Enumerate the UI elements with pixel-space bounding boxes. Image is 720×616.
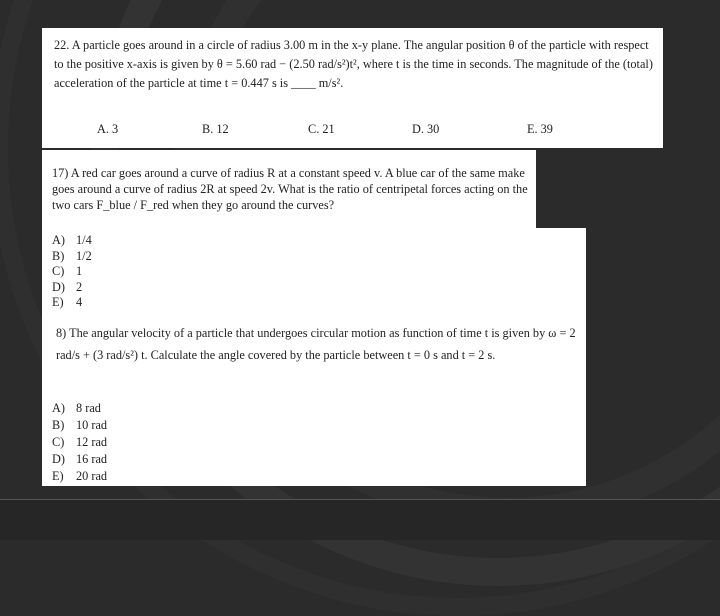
question-8-text: 8) The angular velocity of a particle that undergoes circular motion as function of time t is given by ω = 2 rad/s + (3 rad/s²) t. Calculate the angle covered by the particle between t = 0 s and t = 2 s. <box>56 326 576 362</box>
question-17-8-card <box>42 228 586 486</box>
option-b: B) 1/2 <box>52 248 92 263</box>
question-22-choices <box>42 122 663 142</box>
option-c: C) 12 rad <box>52 435 108 449</box>
choice-e: E. 39 <box>527 122 553 136</box>
option-b: B) 10 rad <box>52 418 108 432</box>
option-d: D) 16 rad <box>52 452 108 466</box>
option-c: C) 1 <box>52 264 83 278</box>
question-22-text: 22. A particle goes around in a circle of radius 3.00 m in the x-y plane. The angular position θ of the particle with respect to the positive x-axis is given by θ = 5.60 rad − (2.50 rad/s²)t², where t is the time in seconds. The magnitude of the (total) acceleration of the particle at time t = 0.447 s is ____ m/s². <box>54 38 653 90</box>
question-17-text: 17) A red car goes around a curve of radius R at a constant speed v. A blue car of the same make goes around a curve of radius 2R at speed 2v. What is the ratio of centripetal forces acting on the two cars F_blue / F_red when they go around the curves? <box>52 166 528 212</box>
option-d: D) 2 <box>52 279 83 294</box>
option-a: A) 1/4 <box>52 233 92 247</box>
choice-d: D. 30 <box>412 122 440 136</box>
option-e: E) 4 <box>52 295 83 309</box>
choice-a: A. 3 <box>97 122 119 136</box>
question-22-card <box>42 28 663 148</box>
question-8-options <box>52 400 107 485</box>
bottom-band <box>0 500 720 540</box>
option-a: A) 8 rad <box>52 401 101 415</box>
option-e: E) 20 rad <box>52 469 108 483</box>
choice-b: B. 12 <box>202 122 229 136</box>
choice-c: C. 21 <box>308 122 335 136</box>
question-17-options <box>52 233 92 311</box>
